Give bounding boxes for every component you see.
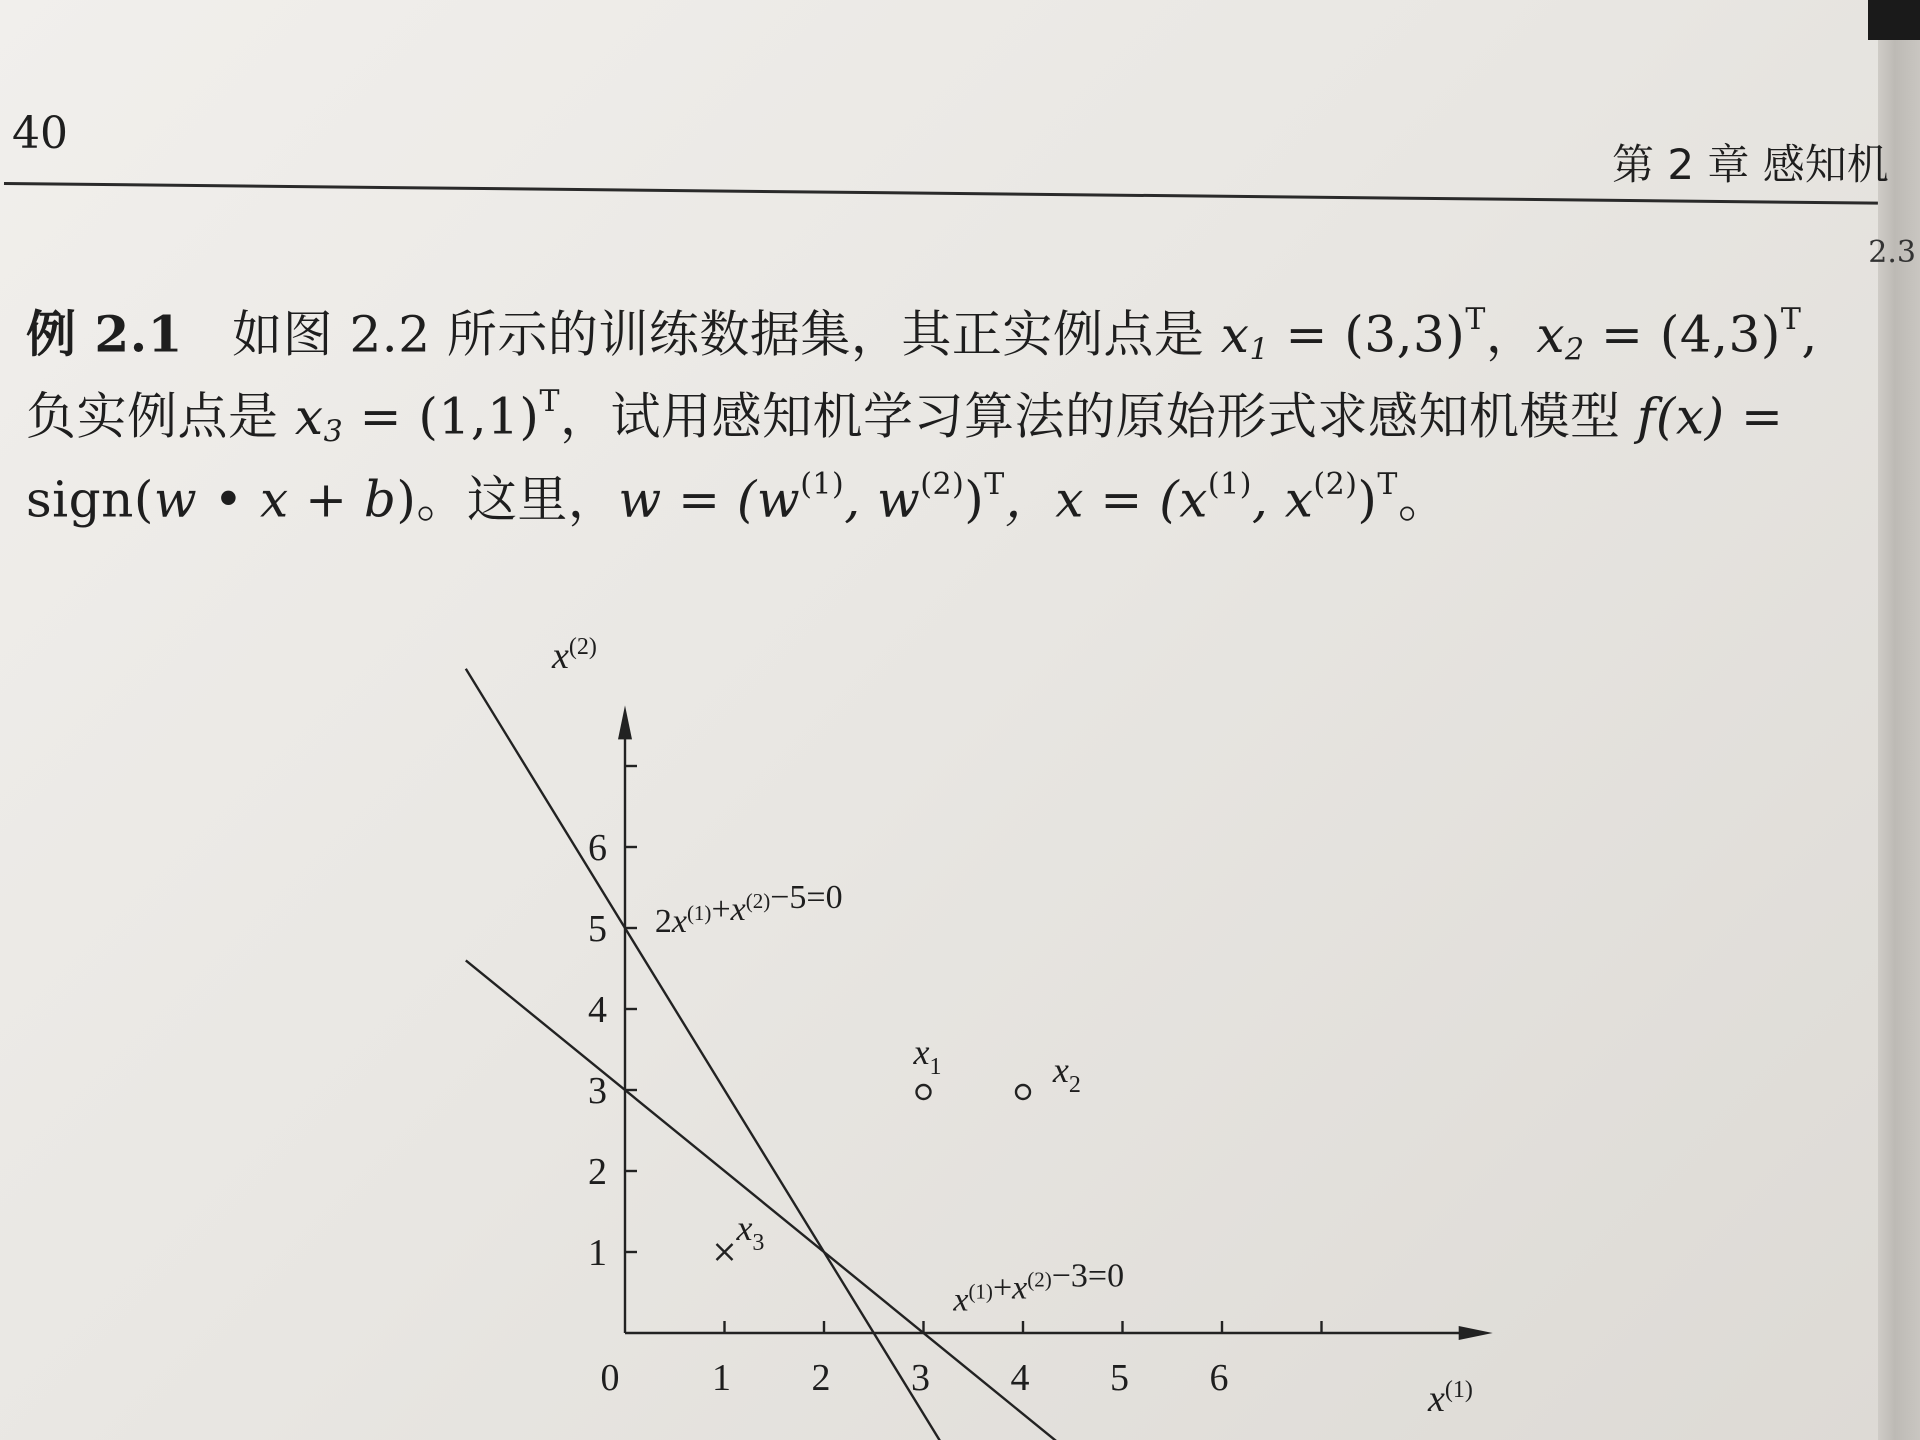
x-axis-arrow [1459, 1326, 1493, 1340]
x-tick-label: 5 [1110, 1357, 1129, 1399]
var-b: b [363, 470, 397, 529]
w-transpose: T [984, 467, 1005, 502]
w-def: w = (w [618, 470, 801, 529]
var-x1: $x_1$ [1220, 305, 1270, 367]
point-label-x2: $x_2$ [1052, 1049, 1081, 1098]
example-line-1: 例 2.1 如图 2.2 所示的训练数据集，其正实例点是 $x_1 = (3,3)^T$，$x_2 = (4,3)^T$, [26, 302, 1818, 367]
sign-fn: sign( [26, 470, 154, 529]
var-x3: $x_3$ [294, 387, 344, 449]
point-label-x1: $x_1$ [913, 1032, 942, 1081]
x-tick-label: 6 [1209, 1357, 1229, 1399]
x-transpose: T [1377, 467, 1398, 502]
example-label: 例 2.1 [26, 304, 183, 364]
example-text-1: 如图 2.2 所示的训练数据集，其正实例点是 [232, 305, 1221, 364]
page-number: 40 [12, 108, 68, 159]
x1-value: = (3,3) [1285, 305, 1466, 364]
point-x3 [717, 1244, 733, 1260]
model-fx: f(x) = [1636, 387, 1784, 446]
margin-clip-text: 2.3 [1868, 235, 1916, 270]
var-w: w [153, 470, 198, 529]
here-text: )。这里， [396, 470, 619, 529]
x-tick-label: 1 [712, 1357, 731, 1399]
y-axis-label: $x^{(2)}$ [552, 634, 597, 677]
example-line-2: 负实例点是 $x_3 = (1,1)^T$，试用感知机学习算法的原始形式求感知机模型 f(x) = [26, 384, 1784, 449]
period: 。 [1397, 470, 1449, 529]
chapter-header: 第 2 章 感知机 [1612, 140, 1889, 189]
x-close: ) [1357, 470, 1378, 529]
x-sup-1: (1) [1207, 467, 1252, 502]
x-def: ，x = (x [1004, 470, 1208, 529]
y-tick-label: 6 [588, 827, 607, 869]
plus-op: + [288, 470, 364, 529]
x-tick-label: 2 [811, 1357, 831, 1399]
w-sup-2: (2) [920, 467, 965, 502]
y-tick-label: 3 [588, 1070, 607, 1112]
y-tick-label: 1 [588, 1232, 607, 1274]
example-text-2: 负实例点是 [26, 387, 295, 446]
y-axis-arrow [618, 705, 632, 739]
x2-value: = (4,3) [1601, 305, 1781, 364]
x-axis-label: $x^{(1)}$ [1428, 1377, 1473, 1420]
y-tick-label: 4 [588, 989, 607, 1031]
dot-op: • [197, 470, 260, 529]
point-label-x3: $x_3$ [736, 1207, 765, 1256]
x-def-2: , x [1251, 470, 1314, 529]
x-tick-label: 4 [1010, 1357, 1030, 1399]
example-text-2b: ，试用感知机学习算法的原始形式求感知机模型 [559, 387, 1637, 446]
point-x1 [917, 1085, 931, 1099]
line-2-equation: $x^{(1)}+x^{(2)}-3=0$ [953, 1257, 1125, 1319]
x-tick-label: 0 [600, 1357, 620, 1399]
w-close: ) [964, 470, 985, 529]
x-sup-2: (2) [1313, 467, 1358, 502]
point-x2 [1016, 1085, 1030, 1099]
w-def-2: , w [844, 470, 921, 529]
x3-value: = (1,1) [359, 387, 540, 446]
line-1-equation: $2x^{(1)}+x^{(2)}-5=0$ [654, 879, 843, 941]
w-sup-1: (1) [800, 467, 845, 502]
var-x: x [259, 470, 289, 529]
x-tick-label: 3 [911, 1357, 930, 1399]
y-tick-label: 2 [588, 1151, 607, 1193]
y-tick-label: 5 [588, 908, 607, 950]
var-x2: $x_2$ [1536, 305, 1585, 367]
comma-1: ， [1485, 305, 1537, 364]
